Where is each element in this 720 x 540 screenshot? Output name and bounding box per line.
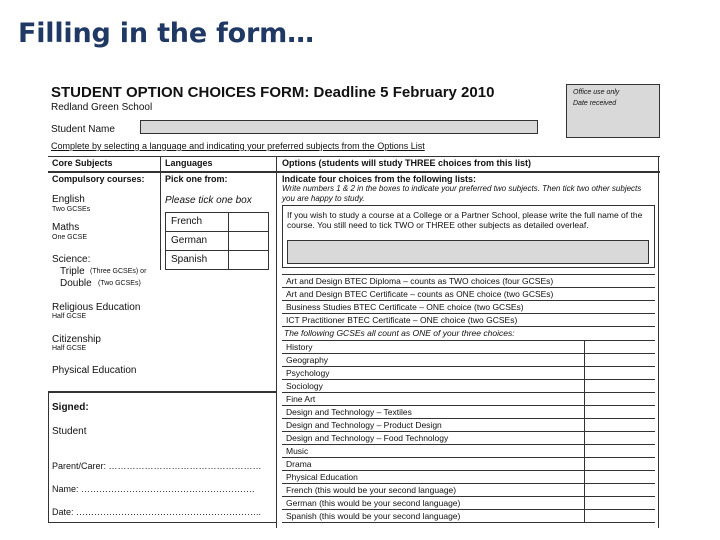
gcse-option: History [286,342,313,352]
parent-sign-line[interactable]: Parent/Carer: …………………………………………… [52,461,262,471]
gcse-option: German (this would be your second language) [286,498,461,508]
core-maths: Maths [52,222,80,233]
school-name: Redland Green School [51,102,153,113]
science-double: Double [60,278,92,289]
gcse-option: Music [286,446,309,456]
core-citizenship: Citizenship [52,334,101,345]
compulsory-label: Compulsory courses: [52,174,145,184]
gcse-option: Geography [286,355,329,365]
student-name-label: Student Name [51,124,115,135]
option-choices-form [44,78,664,528]
gcse-option: Psychology [286,368,330,378]
gcse-option: Spanish (this would be your second language) [286,511,461,521]
student-sign-label: Student [52,426,87,437]
btec-option: Business Studies BTEC Certificate – ONE choice (two GCSEs) [286,302,524,312]
gcse-note: The following GCSEs all count as ONE of your three choices: [284,328,515,338]
core-english-note: Two GCSEs [52,206,91,213]
gcse-row [282,354,655,367]
please-tick: Please tick one box [165,195,252,206]
college-box [282,205,655,268]
btec-row [282,301,655,314]
gcse-row [282,510,655,523]
science-triple: Triple [60,266,85,277]
gcse-option: Fine Art [286,394,316,404]
gcse-option: Physical Education [286,472,358,482]
core-science: Science: [52,254,91,265]
language-french: French [171,216,203,227]
gcse-row [282,471,655,484]
languages-header: Languages [165,158,213,168]
gcse-row [282,406,655,419]
pick-one-label: Pick one from: [165,174,228,184]
student-name-field[interactable] [140,120,538,134]
science-triple-note: (Three GCSEs) or [90,268,147,275]
date-received-label: Date received [573,100,617,107]
gcse-option: Design and Technology – Food Technology [286,433,449,443]
gcse-row [282,341,655,354]
language-spanish: Spanish [171,254,208,265]
office-use-box [566,84,660,138]
btec-option: ICT Practitioner BTEC Certificate – ONE choice (two GCSEs) [286,315,518,325]
date-line[interactable]: Date: …………………………………………………….. [52,507,262,517]
language-german: German [171,235,208,246]
btec-row [282,314,655,327]
gcse-row [282,484,655,497]
gcse-row [282,380,655,393]
instruction: Complete by selecting a language and indicating your preferred subjects from the Options List [51,141,425,151]
core-re: Religious Education [52,302,141,313]
core-english: English [52,194,85,205]
gcse-row [282,432,655,445]
gcse-option: French (this would be your second language) [286,485,457,495]
core-pe: Physical Education [52,365,137,376]
name-line[interactable]: Name: …………………………………………………. [52,484,255,494]
gcse-option: Sociology [286,381,323,391]
college-course-field[interactable] [287,240,649,264]
options-header: Options (students will study THREE choices from this list) [282,158,532,168]
signed-label: Signed: [52,402,89,413]
gcse-row [282,458,655,471]
gcse-option: Drama [286,459,312,469]
indicate-note: Write numbers 1 & 2 in the boxes to indicate your preferred two subjects. Then tick two other subjects you are happy to study. [282,184,642,203]
core-re-note: Half GCSE [52,313,87,320]
form-title: STUDENT OPTION CHOICES FORM: Deadline 5 February 2010 [51,84,495,101]
college-note: If you wish to study a course at a College or a Partner School, please write the full name of the course. You still need to tick TWO or THREE other subjects as detailed overleaf. [287,210,643,230]
gcse-row [282,445,655,458]
gcse-row [282,419,655,432]
science-double-note: (Two GCSEs) [98,280,141,287]
gcse-option: Design and Technology – Product Design [286,420,442,430]
core-maths-note: One GCSE [52,234,88,241]
btec-option: Art and Design BTEC Certificate – counts as ONE choice (two GCSEs) [286,289,554,299]
btec-row [282,288,655,301]
core-subjects-header: Core Subjects [52,158,113,168]
btec-row [282,275,655,288]
gcse-row [282,367,655,380]
gcse-option: Design and Technology – Textiles [286,407,412,417]
btec-option: Art and Design BTEC Diploma – counts as TWO choices (four GCSEs) [286,276,554,286]
office-use-label: Office use only [573,89,620,96]
gcse-row [282,393,655,406]
slide-title: Filling in the form… [18,18,314,49]
indicate-label: Indicate four choices from the following lists: [282,174,477,184]
gcse-row [282,497,655,510]
core-citizenship-note: Half GCSE [52,345,87,352]
language-box [165,212,269,270]
